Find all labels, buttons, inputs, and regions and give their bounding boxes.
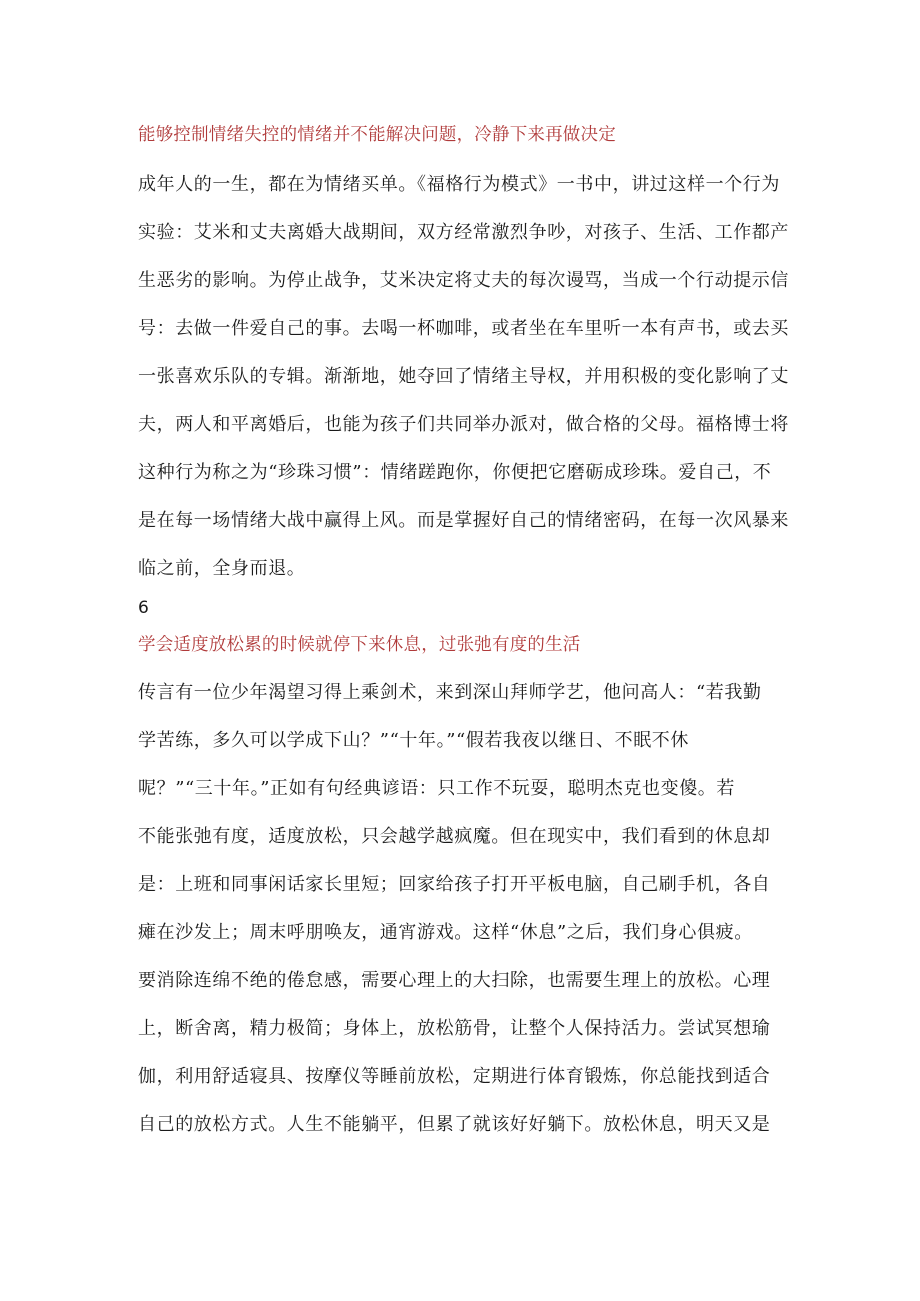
section-number: 6 [138, 598, 149, 618]
paragraph-line: 夫，两人和平离婚后，也能为孩子们共同举办派对，做合格的父母。福格博士将 [138, 414, 789, 435]
paragraph-line: 这种行为称之为“珍珠习惯”：情绪蹉跑你，你便把它磨砺成珍珠。爱自己，不 [138, 462, 772, 483]
section-heading-relaxation: 学会适度放松累的时候就停下来休息，过张弛有度的生活 [138, 635, 581, 655]
paragraph-line: 学苦练，多久可以学成下山？”“十年。”“假若我夜以继日、不眠不休 [138, 730, 690, 751]
paragraph-line: 传言有一位少年渴望习得上乘剑术，来到深山拜师学艺，他问高人：“若我勤 [138, 682, 762, 703]
section-heading-emotion-control: 能够控制情绪失控的情绪并不能解决问题，冷静下来再做决定 [138, 125, 616, 145]
paragraph-line: 临之前，全身而退。 [138, 558, 306, 579]
paragraph-line: 是在每一场情绪大战中赢得上风。而是掌握好自己的情绪密码，在每一次风暴来 [138, 510, 789, 531]
paragraph-line: 是：上班和同事闲话家长里短；回家给孩子打开平板电脑，自己刷手机，各自 [138, 874, 771, 895]
paragraph-line: 一张喜欢乐队的专辑。渐渐地，她夺回了情绪主导权，并用积极的变化影响了丈 [138, 366, 789, 387]
paragraph-line: 呢？”“三十年。”正如有句经典谚语：只工作不玩耍，聪明杰克也变傻。若 [138, 778, 736, 799]
paragraph-line: 成年人的一生，都在为情绪买单。《福格行为模式》一书中，讲过这样一个行为 [138, 174, 780, 195]
paragraph-line: 生恶劣的影响。为停止战争，艾米决定将丈夫的每次谩骂，当成一个行动提示信 [138, 270, 789, 291]
paragraph-line: 自己的放松方式。人生不能躺平，但累了就该好好躺下。放松休息，明天又是 [138, 1114, 771, 1135]
paragraph-line: 实验：艾米和丈夫离婚大战期间，双方经常激烈争吵，对孩子、生活、工作都产 [138, 222, 789, 243]
paragraph-line: 不能张弛有度，适度放松，只会越学越疯魔。但在现实中，我们看到的休息却 [138, 826, 771, 847]
paragraph-line: 伽，利用舒适寝具、按摩仪等睡前放松，定期进行体育锻炼，你总能找到适合 [138, 1066, 771, 1087]
paragraph-line: 号：去做一件爱自己的事。去喝一杯咖啡，或者坐在车里听一本有声书，或去买 [138, 318, 789, 339]
paragraph-line: 瘫在沙发上；周末呼朋唤友，通宵游戏。这样“休息”之后，我们身心俱疲。 [138, 922, 753, 943]
paragraph-line: 上，断舍离，精力极简；身体上，放松筋骨，让整个人保持活力。尝试冥想瑜 [138, 1018, 771, 1039]
paragraph-line: 要消除连绵不绝的倦怠感，需要心理上的大扫除，也需要生理上的放松。心理 [138, 970, 771, 991]
